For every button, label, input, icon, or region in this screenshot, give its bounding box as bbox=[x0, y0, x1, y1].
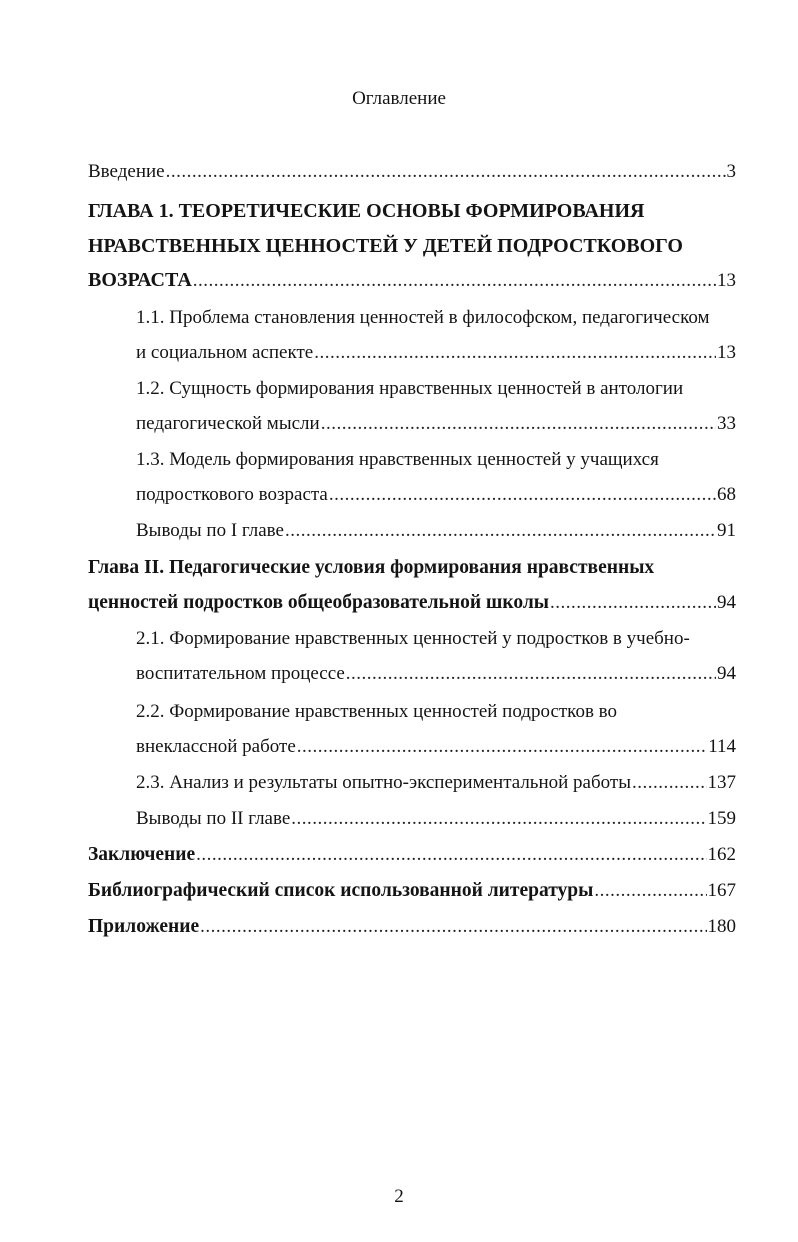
toc-entry-page: 137 bbox=[707, 772, 736, 793]
toc-leader-dots bbox=[200, 915, 706, 939]
toc-entry-label: ценностей подростков общеобразовательной школы bbox=[88, 592, 550, 613]
toc-entry-label: Выводы по I главе bbox=[136, 520, 284, 541]
toc-entry-introduction bbox=[88, 160, 736, 184]
toc-entry-conclusion bbox=[88, 843, 736, 867]
toc-leader-dots bbox=[346, 662, 716, 686]
toc-section-1-2-line1: 1.2. Сущность формирования нравственных ценностей в антологии bbox=[136, 378, 684, 399]
toc-entry-label: воспитательном процессе bbox=[136, 663, 345, 684]
toc-entry-label: ВОЗРАСТА bbox=[88, 269, 192, 291]
toc-leader-dots bbox=[314, 341, 716, 365]
toc-leader-dots bbox=[632, 771, 707, 795]
toc-entry-label: подросткового возраста bbox=[136, 484, 328, 505]
toc-entry-page: 13 bbox=[717, 342, 736, 363]
toc-entry-chapter1 bbox=[88, 268, 736, 293]
toc-leader-dots bbox=[329, 483, 716, 507]
toc-entry-conclusions-1 bbox=[136, 519, 736, 543]
toc-entry-page: 33 bbox=[717, 413, 736, 434]
toc-entry-page: 180 bbox=[707, 916, 736, 937]
toc-entry-page: 94 bbox=[717, 592, 736, 613]
toc-leader-dots bbox=[321, 412, 716, 436]
toc-entry-label: Введение bbox=[88, 161, 165, 182]
toc-section-1-1-line1: 1.1. Проблема становления ценностей в философском, педагогическом bbox=[136, 307, 710, 328]
toc-chapter1-line2: НРАВСТВЕННЫХ ЦЕННОСТЕЙ У ДЕТЕЙ ПОДРОСТКОВОГО bbox=[88, 235, 683, 257]
toc-entry-appendix bbox=[88, 915, 736, 939]
toc-entry-section-1-2 bbox=[136, 412, 736, 436]
toc-chapter2-line1: Глава II. Педагогические условия формирования нравственных bbox=[88, 557, 655, 578]
toc-section-2-2-line1: 2.2. Формирование нравственных ценностей подростков во bbox=[136, 701, 618, 722]
toc-entry-label: 2.3. Анализ и результаты опытно-экспериментальной работы bbox=[136, 772, 631, 793]
toc-section-1-3-line1: 1.3. Модель формирования нравственных ценностей у учащихся bbox=[136, 449, 659, 470]
toc-entry-bibliography bbox=[88, 879, 736, 903]
toc-entry-page: 13 bbox=[717, 270, 736, 291]
toc-section-2-1-line1: 2.1. Формирование нравственных ценностей у подростков в учебно- bbox=[136, 628, 690, 649]
toc-entry-section-1-3 bbox=[136, 483, 736, 507]
page-number: 2 bbox=[394, 1186, 404, 1207]
toc-entry-section-2-1 bbox=[136, 662, 736, 686]
toc-leader-dots bbox=[285, 519, 716, 543]
toc-entry-label: Выводы по II главе bbox=[136, 808, 291, 829]
toc-chapter1-line1: ГЛАВА 1. ТЕОРЕТИЧЕСКИЕ ОСНОВЫ ФОРМИРОВАНИЯ bbox=[88, 200, 645, 222]
toc-entry-page: 68 bbox=[717, 484, 736, 505]
toc-entry-page: 114 bbox=[708, 736, 736, 757]
toc-entry-label: Приложение bbox=[88, 916, 200, 937]
toc-entry-label: внеклассной работе bbox=[136, 736, 296, 757]
toc-entry-page: 91 bbox=[717, 520, 736, 541]
toc-leader-dots bbox=[193, 269, 716, 293]
toc-entry-page: 3 bbox=[726, 161, 736, 182]
toc-entry-section-2-2 bbox=[136, 735, 736, 759]
toc-leader-dots bbox=[297, 735, 707, 759]
toc-leader-dots bbox=[594, 879, 706, 903]
toc-title: Оглавление bbox=[352, 88, 446, 109]
toc-leader-dots bbox=[166, 160, 726, 184]
toc-entry-section-2-3 bbox=[136, 771, 736, 795]
toc-entry-section-1-1 bbox=[136, 341, 736, 365]
toc-leader-dots bbox=[291, 807, 706, 831]
toc-entry-page: 167 bbox=[707, 880, 736, 901]
toc-entry-page: 159 bbox=[707, 808, 736, 829]
toc-entry-page: 162 bbox=[707, 844, 736, 865]
toc-entry-label: Заключение bbox=[88, 844, 196, 865]
toc-entry-label: и социальном аспекте bbox=[136, 342, 314, 363]
toc-entry-label: Библиографический список использованной литературы bbox=[88, 880, 594, 901]
toc-entry-label: педагогической мысли bbox=[136, 413, 320, 434]
toc-leader-dots bbox=[550, 591, 716, 615]
toc-entry-page: 94 bbox=[717, 663, 736, 684]
toc-entry-conclusions-2 bbox=[136, 807, 736, 831]
toc-entry-chapter2 bbox=[88, 591, 736, 615]
toc-leader-dots bbox=[196, 843, 706, 867]
